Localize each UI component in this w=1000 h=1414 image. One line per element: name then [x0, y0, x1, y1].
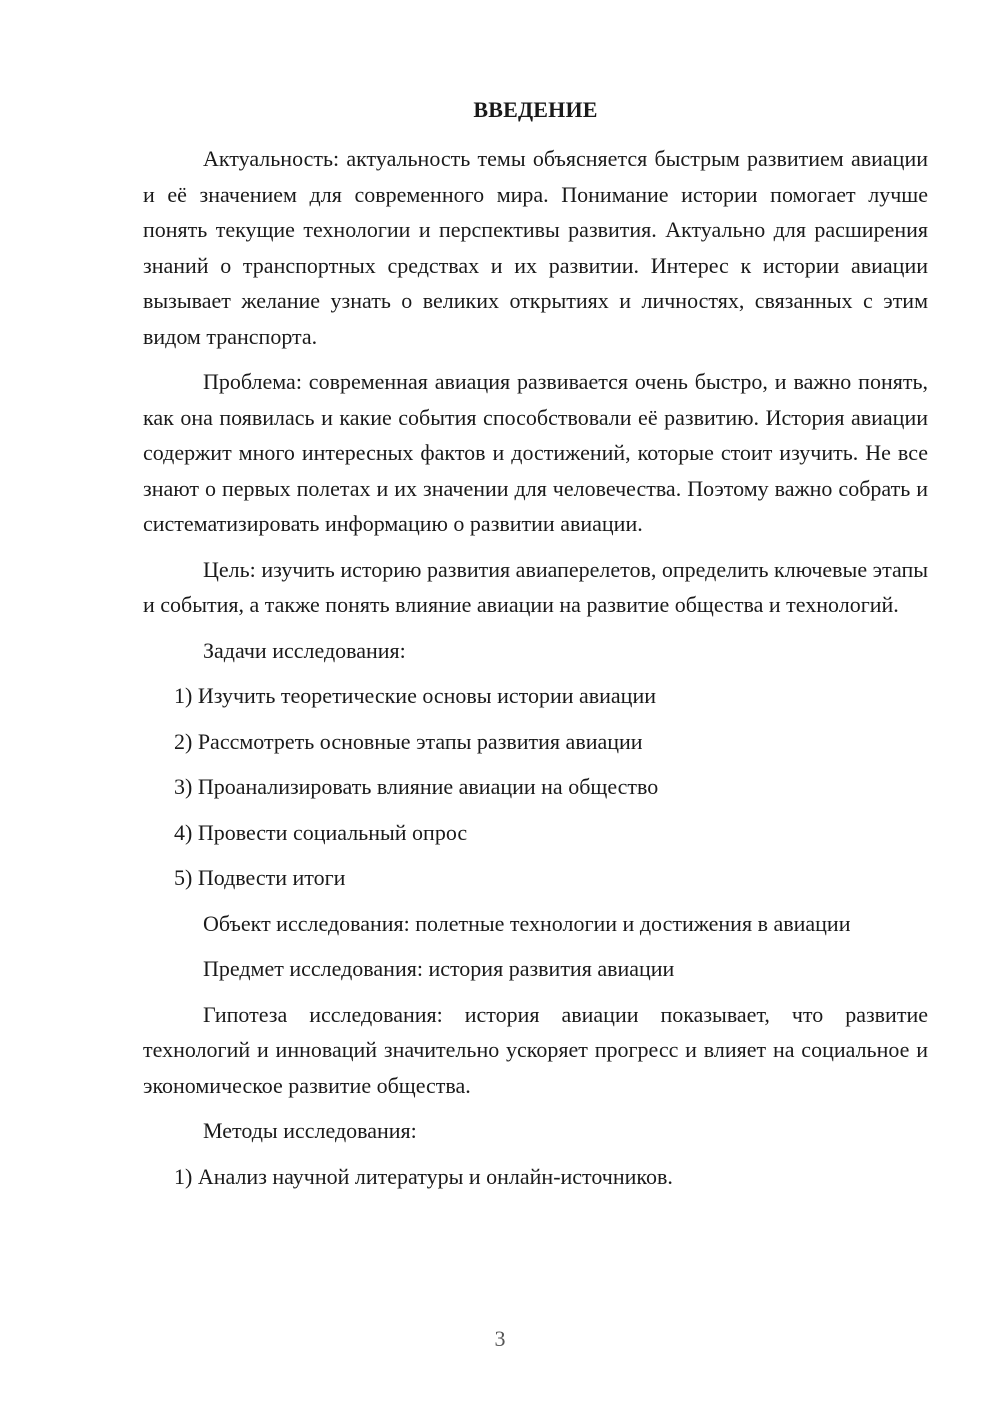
problem-paragraph: Проблема: современная авиация развивается очень быстро, и важно понять, как она появилась и какие события способствовали её развитию. История авиации содержит много интересных фактов и достижений, которые стоит изучить. Не все знают о первых полетах и их значении для человечества. Поэтому важно собрать и систематизировать информацию о развитии авиации. [143, 369, 928, 536]
goal-paragraph: Цель: изучить историю развития авиаперелетов, определить ключевые этапы и события, а также понять влияние авиации на развитие общества и технологий. [143, 556, 928, 617]
task-item-4: 4) Провести социальный опрос [174, 819, 468, 845]
task-item-1: 1) Изучить теоретические основы истории авиации [174, 683, 657, 708]
page-number: 3 [494, 1326, 506, 1351]
hypothesis-paragraph: Гипотеза исследования: история авиации показывает, что развитие технологий и инноваций значительно ускоряет прогресс и влияет на социальное и экономическое развитие общества. [143, 1001, 928, 1098]
subject-paragraph: Предмет исследования: история развития авиации [203, 956, 675, 981]
tasks-label: Задачи исследования: [203, 637, 406, 663]
section-heading: ВВЕДЕНИЕ [473, 97, 598, 122]
methods-label: Методы исследования: [203, 1118, 417, 1143]
document-page [143, 92, 928, 1204]
task-item-5: 5) Подвести итоги [174, 865, 346, 890]
relevance-paragraph: Актуальность: актуальность темы объясняется быстрым развитием авиации и её значением для современного мира. Понимание истории помогает лучше понять текущие технологии и перспективы развития. Актуально для расширения знаний о транспортных средствах и их развитии. Интерес к истории авиации вызывает желание узнать о великих открытиях и личностях, связанных с этим видом транспорта. [143, 146, 928, 349]
task-item-2: 2) Рассмотреть основные этапы развития авиации [174, 728, 643, 754]
object-paragraph: Объект исследования: полетные технологии и достижения в авиации [203, 910, 851, 936]
method-item-1: 1) Анализ научной литературы и онлайн-источников. [174, 1163, 673, 1189]
task-item-3: 3) Проанализировать влияние авиации на общество [174, 774, 659, 799]
